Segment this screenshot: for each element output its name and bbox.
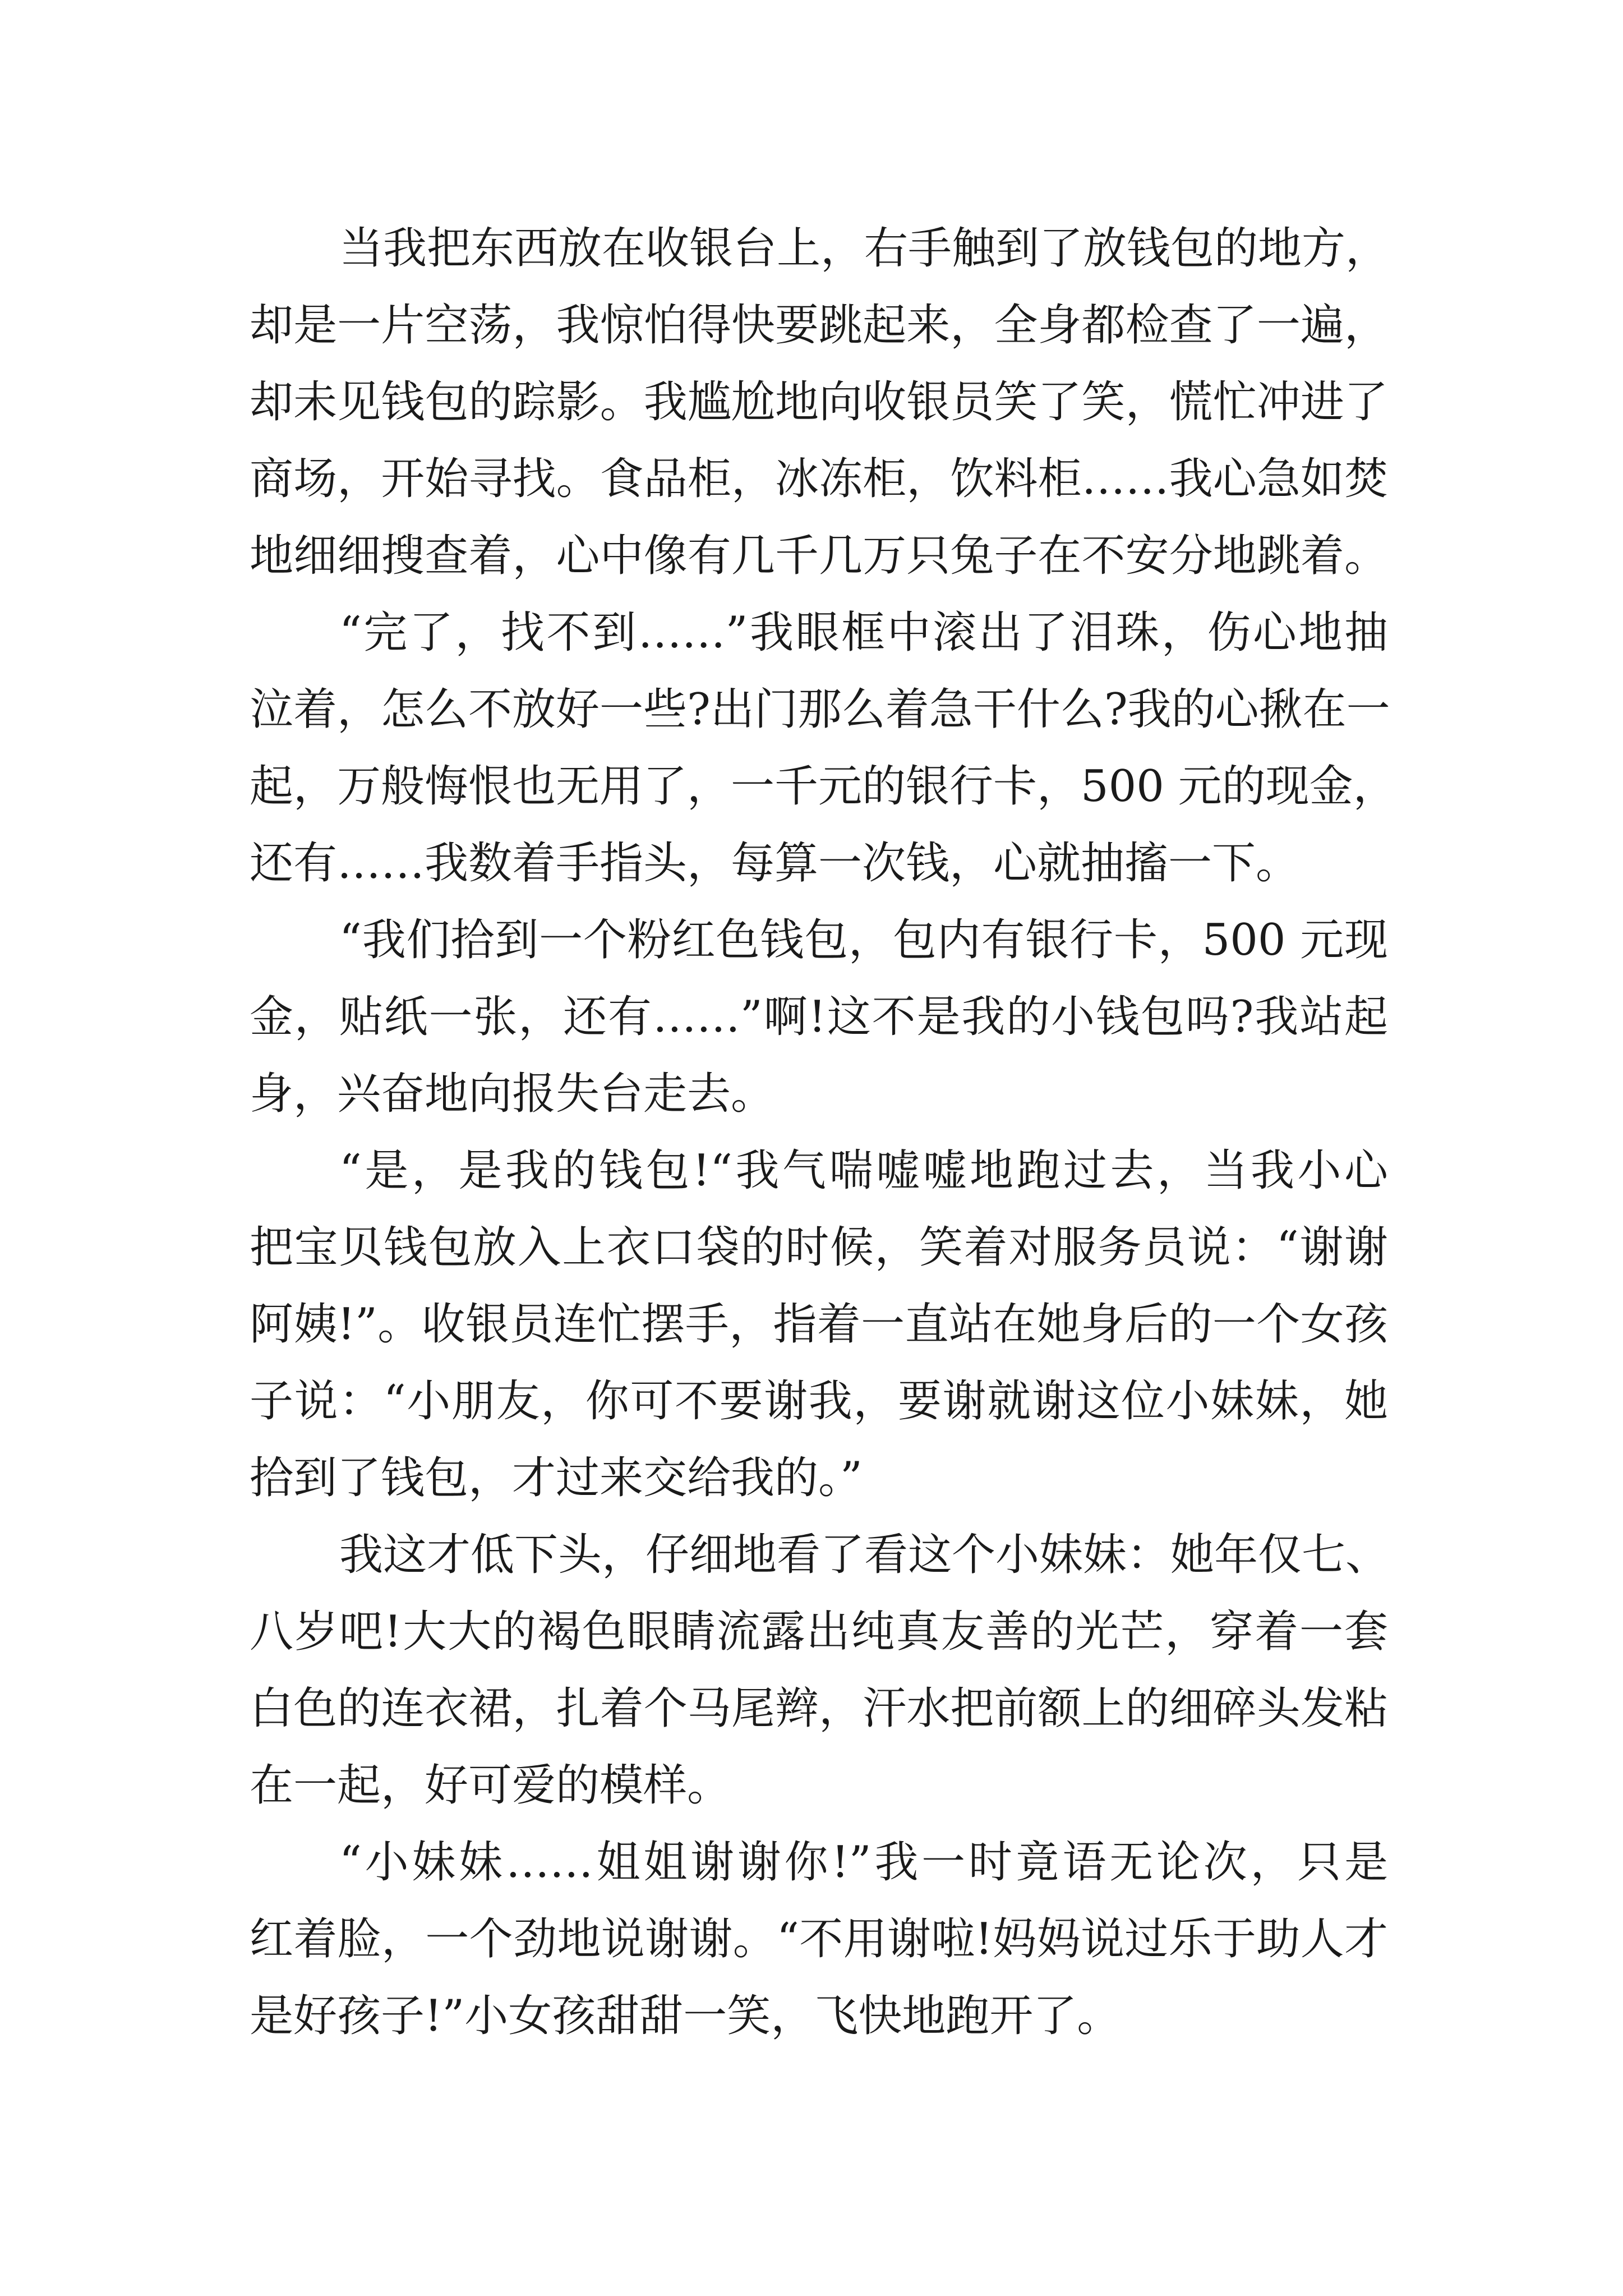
paragraph-line: 却未见钱包的踪影。我尴尬地向收银员笑了笑，慌忙冲进了: [250, 377, 1388, 427]
paragraph-line: “我们拾到一个粉红色钱包，包内有银行卡，500 元现: [339, 915, 1388, 965]
paragraph-line: 子说：“小朋友，你可不要谢我，要谢就谢这位小妹妹，她: [250, 1376, 1388, 1427]
paragraph-2: [250, 595, 1397, 902]
paragraph-line: 拾到了钱包，才过来交给我的。”: [250, 1453, 863, 1503]
paragraph-6: [250, 1824, 1388, 2055]
paragraph-line: 白色的连衣裙，扎着个马尾辫，汗水把前额上的细碎头发粘: [250, 1683, 1388, 1734]
paragraph-line: 还有……我数着手指头，每算一次钱，心就抽搐一下。: [250, 838, 1300, 889]
paragraph-line: 地细细搜查着，心中像有几千几万只兔子在不安分地跳着。: [250, 531, 1388, 581]
paragraph-line: 泣着，怎么不放好一些?出门那么着急干什么?我的心揪在一: [250, 684, 1390, 735]
paragraph-line: 身，兴奋地向报失台走去。: [250, 1069, 775, 1119]
document-body: [250, 210, 1397, 2055]
paragraph-line: 却是一片空荡，我惊怕得快要跳起来，全身都检查了一遍，: [250, 300, 1388, 351]
paragraph-line: “是，是我的钱包!“我气喘嘘嘘地跑过去，当我小心: [339, 1145, 1388, 1196]
paragraph-line: 起，万般悔恨也无用了，一千元的银行卡，500 元的现金，: [250, 761, 1397, 812]
paragraph-line: 商场，开始寻找。食品柜，冰冻柜，饮料柜……我心急如焚: [250, 454, 1388, 504]
paragraph-line: “小妹妹……姐姐谢谢你!”我一时竟语无论次，只是: [339, 1837, 1388, 1888]
paragraph-line: 阿姨!”。收银员连忙摆手，指着一直站在她身后的一个女孩: [250, 1299, 1388, 1350]
paragraph-line: 八岁吧!大大的褐色眼睛流露出纯真友善的光芒，穿着一套: [250, 1607, 1388, 1657]
paragraph-line: “完了，找不到……”我眼框中滚出了泪珠，伤心地抽: [339, 608, 1388, 658]
paragraph-5: [250, 1517, 1388, 1824]
paragraph-line: 当我把东西放在收银台上，右手触到了放钱包的地方，: [339, 223, 1390, 274]
paragraph-1: [250, 210, 1388, 595]
paragraph-line: 把宝贝钱包放入上衣口袋的时候，笑着对服务员说：“谢谢: [250, 1222, 1388, 1273]
paragraph-line: 红着脸，一个劲地说谢谢。“不用谢啦!妈妈说过乐于助人才: [250, 1914, 1388, 1964]
paragraph-line: 是好孩子!”小女孩甜甜一笑，飞快地跑开了。: [250, 1991, 1121, 2041]
paragraph-line: 金，贴纸一张，还有……”啊!这不是我的小钱包吗?我站起: [250, 992, 1388, 1042]
paragraph-line: 我这才低下头，仔细地看了看这个小妹妹：她年仅七、: [339, 1530, 1390, 1580]
paragraph-line: 在一起，好可爱的模样。: [250, 1760, 731, 1811]
paragraph-4: [250, 1133, 1388, 1517]
paragraph-3: [250, 902, 1388, 1133]
